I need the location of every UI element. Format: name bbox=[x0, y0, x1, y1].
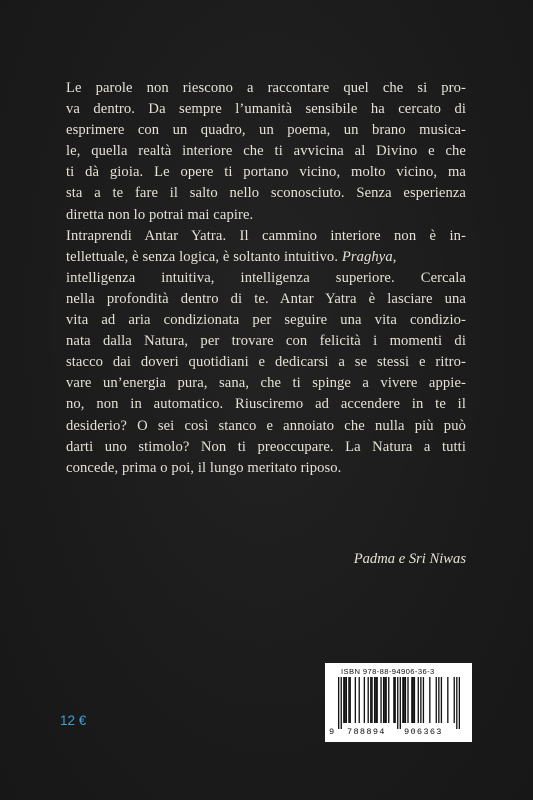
text-line: Intraprendi Antar Yatra. Il cammino interiore non è in- bbox=[66, 227, 466, 244]
text-line-with-italic bbox=[66, 247, 466, 268]
text-line: no, non in automatico. Riusciremo ad accendere in te il bbox=[66, 396, 466, 413]
barcode-bar bbox=[403, 677, 404, 723]
barcode-bar bbox=[338, 677, 339, 729]
barcode-digit-first: 9 bbox=[329, 727, 336, 737]
barcode-bar bbox=[454, 677, 455, 723]
barcode-bar bbox=[418, 677, 419, 723]
text-line: diretta non lo potrai mai capire. bbox=[66, 206, 254, 223]
barcode-bar bbox=[368, 677, 369, 723]
barcode-bar bbox=[459, 677, 460, 729]
barcode-bar bbox=[397, 677, 398, 729]
barcode-bar bbox=[371, 677, 372, 723]
barcode-bar bbox=[370, 677, 371, 723]
barcode-bar bbox=[400, 677, 401, 729]
barcode-bar bbox=[411, 677, 412, 723]
text-line: stacco dai doveri quotidiani e dedicarsi a se stessi e ritro- bbox=[66, 354, 466, 371]
barcode-bar bbox=[364, 677, 365, 723]
italic-term: Praghya, bbox=[341, 248, 397, 265]
barcode-bar bbox=[393, 677, 394, 723]
barcode-bar bbox=[420, 677, 421, 723]
text-line: va dentro. Da sempre l’umanità sensibile ha cercato di bbox=[66, 101, 466, 118]
isbn-barcode bbox=[325, 663, 472, 742]
barcode-bar bbox=[386, 677, 387, 723]
text-line: darti uno stimolo? Non ti preoccupare. La Natura a tutti bbox=[66, 438, 466, 455]
barcode-bar bbox=[456, 677, 457, 729]
barcode-digits-left: 788894 bbox=[347, 727, 386, 737]
barcode-bar bbox=[429, 677, 430, 723]
barcode-digits-right: 906363 bbox=[404, 727, 443, 737]
text-line: vare un’energia pura, sana, che ti spinge a vivere appie- bbox=[66, 375, 466, 392]
author-signature: Padma e Sri Niwas bbox=[353, 551, 466, 567]
text-line: esprimere con un quadro, un poema, un brano musica- bbox=[66, 122, 466, 139]
text-line: tellettuale, è senza logica, è soltanto intuitivo. bbox=[66, 248, 339, 265]
barcode-bar bbox=[402, 677, 403, 723]
barcode-bar bbox=[438, 677, 439, 723]
text-line: Le parole non riescono a raccontare quel che si pro- bbox=[66, 80, 466, 96]
barcode-bar bbox=[377, 677, 378, 723]
text-line: nella profondità dentro di te. Antar Yatra è lasciare una bbox=[66, 290, 466, 307]
text-line: concede, prima o poi, il lungo meritato riposo. bbox=[66, 459, 342, 476]
barcode-bar bbox=[395, 677, 396, 723]
barcode-bar bbox=[348, 677, 349, 723]
barcode-bar bbox=[359, 677, 360, 723]
back-cover-text bbox=[66, 78, 466, 479]
barcode-bar bbox=[344, 677, 345, 723]
text-line: le, quella realtà interiore che ti avvicina al Divino e che bbox=[66, 143, 466, 160]
barcode-bar bbox=[447, 677, 448, 723]
barcode-bar bbox=[436, 677, 437, 723]
barcode-bar bbox=[414, 677, 415, 723]
text-line: sta a te fare il salto nello sconosciuto. Senza esperienza bbox=[66, 185, 466, 202]
barcode-bar bbox=[374, 677, 375, 723]
text-line: ti dà gioia. Le opere ti portano vicino, molto vicino, ma bbox=[66, 164, 466, 181]
text-line: vita ad aria condizionata per seguire una vita condizio- bbox=[66, 312, 466, 329]
barcode-bar bbox=[423, 677, 424, 723]
barcode-bar bbox=[380, 677, 381, 723]
text-line: desiderio? O sei così stanco e annoiato che nulla più può bbox=[66, 417, 466, 434]
barcode-bar bbox=[341, 677, 342, 729]
barcode-bar bbox=[350, 677, 351, 723]
text-line: intelligenza intuitiva, intelligenza superiore. Cercala bbox=[66, 269, 466, 286]
barcode-bar bbox=[405, 677, 406, 723]
barcode-bar bbox=[388, 677, 389, 723]
barcode-bar bbox=[412, 677, 413, 723]
barcode-bar bbox=[343, 677, 344, 723]
price-label: 12 € bbox=[60, 713, 87, 728]
barcode-bar bbox=[383, 677, 384, 723]
barcode-bar bbox=[384, 677, 385, 723]
barcode-bar bbox=[441, 677, 442, 723]
barcode-bars bbox=[338, 677, 460, 729]
text-line: nata dalla Natura, per trovare con felicità i momenti di bbox=[66, 333, 466, 350]
isbn-label: ISBN 978-88-94906-36-3 bbox=[341, 667, 435, 676]
barcode-bar bbox=[355, 677, 356, 723]
barcode-bar bbox=[375, 677, 376, 723]
barcode-bar bbox=[407, 677, 408, 723]
barcode-bar bbox=[346, 677, 347, 723]
